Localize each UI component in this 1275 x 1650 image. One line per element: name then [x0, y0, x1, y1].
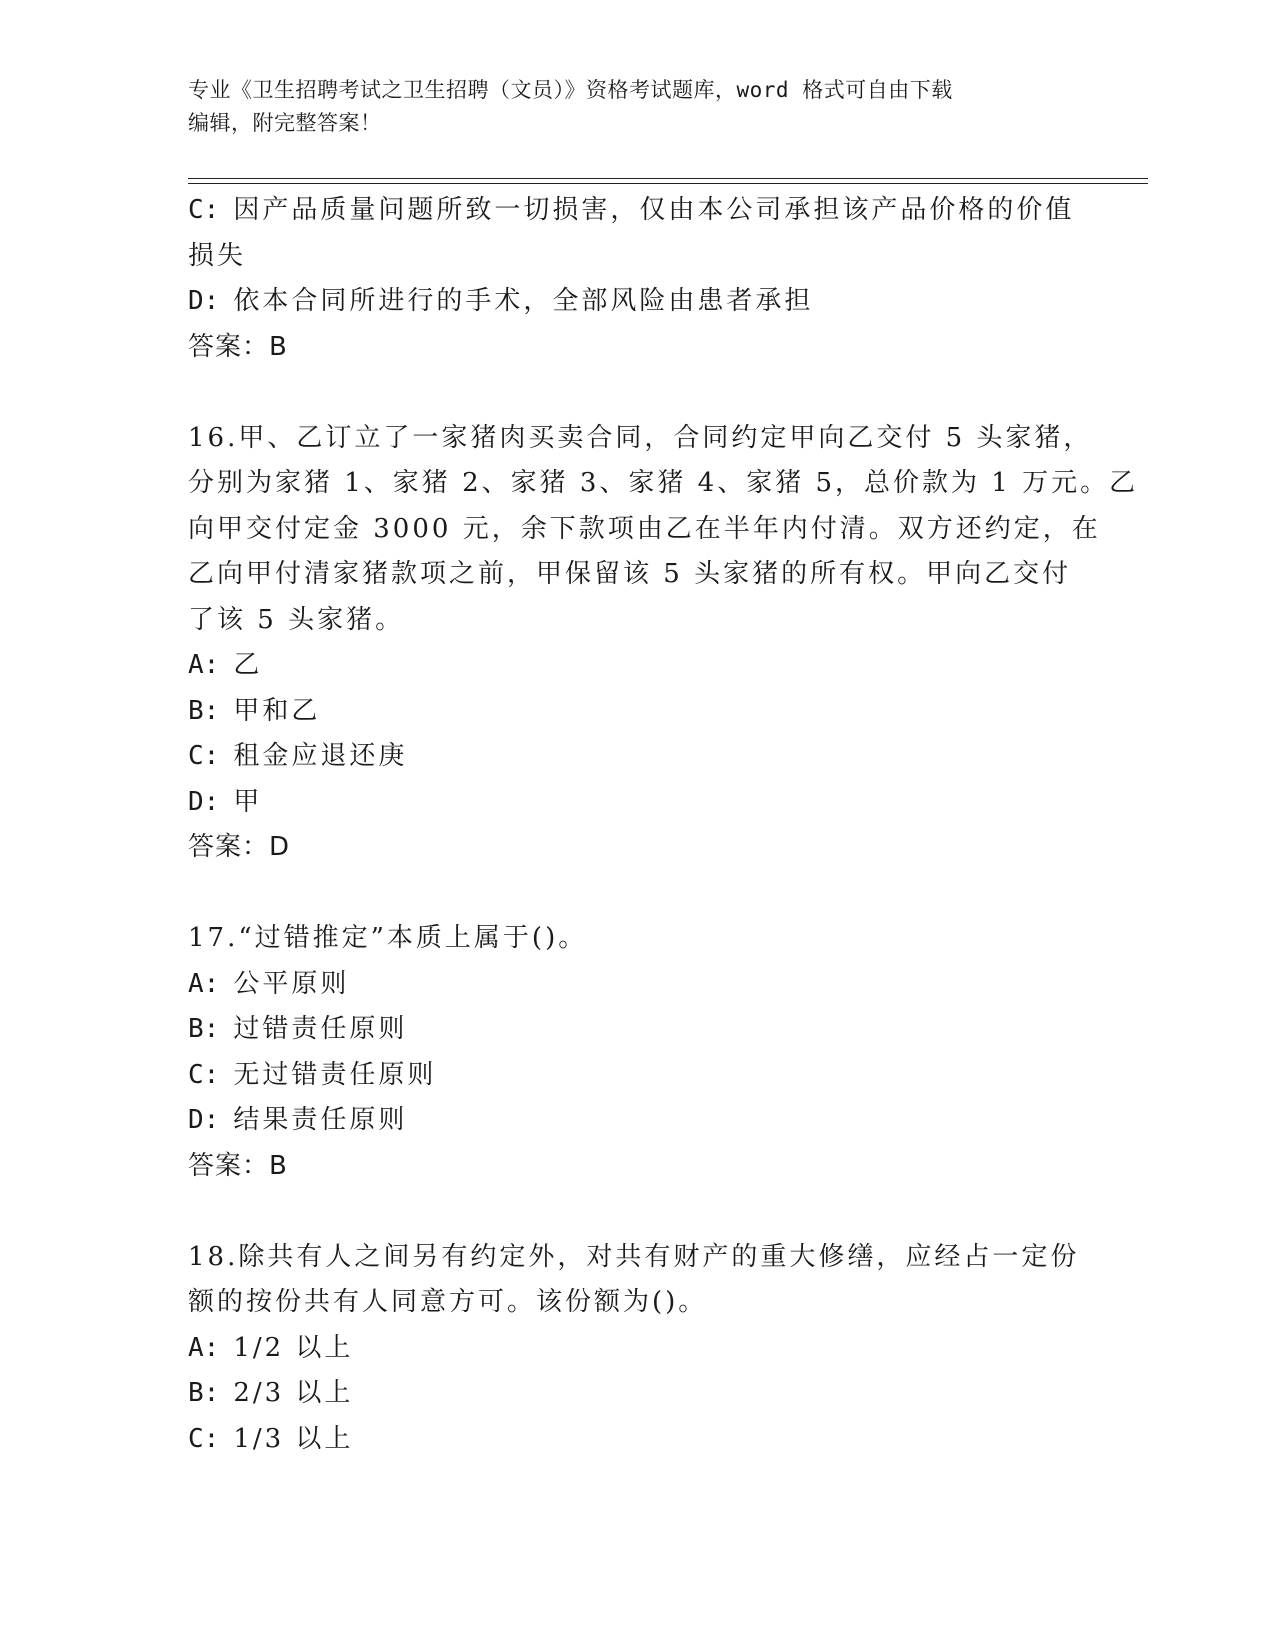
stem-line: 18.除共有人之间另有约定外，对共有财产的重大修缮，应经占一定份	[188, 1241, 1080, 1272]
header-divider-top	[188, 178, 1148, 179]
option-label: D:	[188, 286, 220, 316]
option-a	[188, 643, 1088, 689]
option-d	[188, 279, 1088, 325]
header-divider-bottom	[188, 183, 1148, 184]
option-text: 公平原则	[233, 968, 350, 999]
option-label: D:	[188, 786, 220, 817]
spacer	[188, 1189, 1088, 1235]
question-stem	[188, 416, 1139, 644]
question-17	[188, 916, 1088, 1189]
option-text: 无过错责任原则	[233, 1059, 437, 1090]
option-label: A:	[188, 650, 220, 680]
option-text: 过错责任原则	[233, 1014, 408, 1044]
option-c	[188, 1053, 1088, 1099]
option-label: D:	[188, 1105, 220, 1135]
option-text: 2/3 以上	[233, 1378, 354, 1408]
option-c	[188, 188, 1088, 234]
option-label: C:	[188, 195, 220, 225]
option-text: 甲和乙	[233, 695, 321, 726]
option-text: 依本合同所进行的手术，全部风险由患者承担	[233, 286, 814, 316]
stem-line: 乙向甲付清家猪款项之前，甲保留该 5 头家猪的所有权。甲向乙交付	[188, 559, 1072, 589]
option-c	[188, 734, 1088, 780]
stem-line: 分别为家猪 1、家猪 2、家猪 3、家猪 4、家猪 5，总价款为 1 万元。乙	[188, 468, 1139, 498]
question-stem	[188, 1235, 1088, 1326]
question-16	[188, 416, 1139, 871]
stem-line: 向甲交付定金 3000 元，余下款项由乙在半年内付清。双方还约定，在	[188, 513, 1101, 544]
option-c	[188, 1417, 1088, 1463]
stem-line: 17.“过错推定”本质上属于()。	[188, 923, 588, 953]
option-label: B:	[188, 695, 220, 726]
option-text: 租金应退还庚	[233, 741, 408, 771]
option-d	[188, 1098, 1088, 1144]
document-body	[188, 188, 1139, 1462]
option-label: B:	[188, 1378, 220, 1408]
stem-line: 额的按份共有人同意方可。该份额为()。	[188, 1287, 708, 1317]
option-b	[188, 689, 1088, 735]
option-text: 1/2 以上	[233, 1332, 354, 1363]
answer-line: 答案：B	[188, 331, 288, 362]
question-15-tail	[188, 188, 1088, 370]
question-stem	[188, 916, 1088, 962]
option-b	[188, 1371, 1088, 1417]
option-label: B:	[188, 1014, 220, 1044]
option-label: A:	[188, 1332, 220, 1363]
option-text: 乙	[233, 650, 263, 680]
answer-line: 答案：B	[188, 1150, 288, 1181]
option-text: 甲	[233, 786, 263, 817]
option-label: C:	[188, 1423, 220, 1454]
stem-line: 了该 5 头家猪。	[188, 604, 405, 635]
header-line-1: 专业《卫生招聘考试之卫生招聘（文员）》资格考试题库，word 格式可自由下载	[188, 78, 953, 102]
header-line-2: 编辑，附完整答案！	[188, 111, 382, 135]
option-label: C:	[188, 741, 220, 771]
spacer	[188, 370, 1088, 416]
option-a	[188, 1326, 1088, 1372]
option-text: 结果责任原则	[233, 1105, 408, 1135]
option-b	[188, 1007, 1088, 1053]
question-18	[188, 1235, 1088, 1463]
option-text: 1/3 以上	[233, 1423, 354, 1454]
spacer	[188, 871, 1088, 917]
option-a	[188, 962, 1088, 1008]
option-label: C:	[188, 1059, 220, 1090]
option-c-continued: 损失	[188, 240, 247, 271]
document-header	[188, 74, 1088, 140]
option-d	[188, 780, 1088, 826]
option-text: 因产品质量问题所致一切损害，仅由本公司承担该产品价格的价值	[233, 195, 1075, 225]
stem-line: 16.甲、乙订立了一家猪肉买卖合同，合同约定甲向乙交付 5 头家猪，	[188, 422, 1093, 453]
option-label: A:	[188, 968, 220, 999]
answer-line: 答案：D	[188, 832, 291, 862]
